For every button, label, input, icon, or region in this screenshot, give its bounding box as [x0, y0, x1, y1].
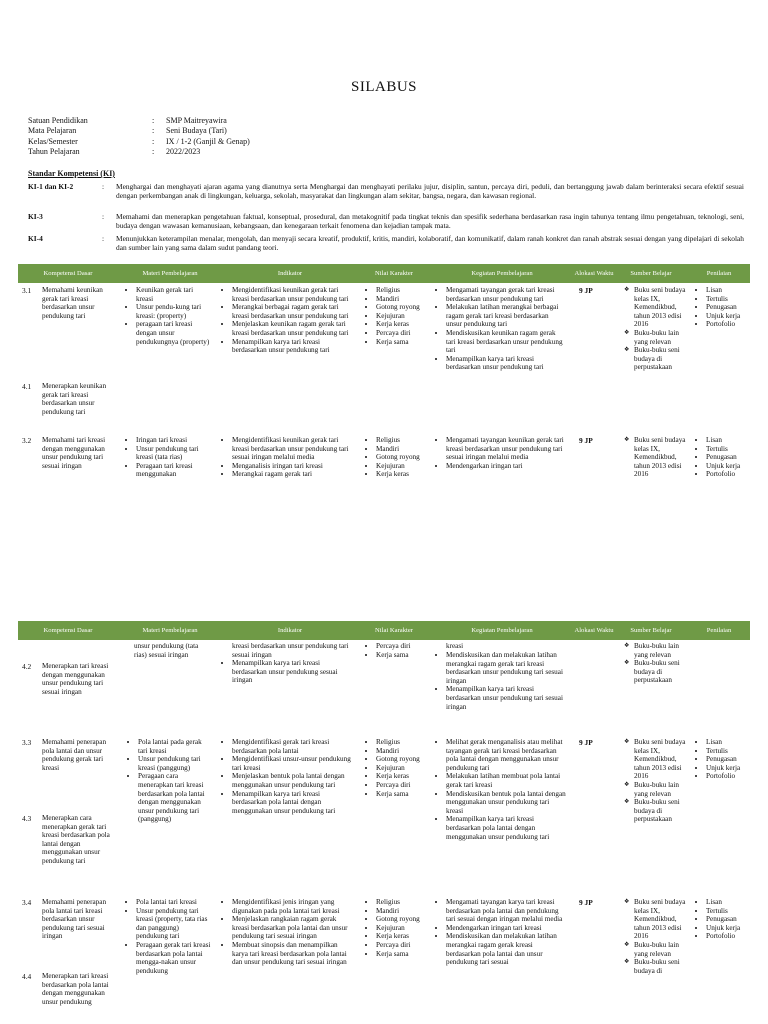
list-item: • Kerja sama: [376, 338, 428, 347]
kd-text: Memahami keunikan gerak tari kreasi berdasarkan unsur pendukung tari: [42, 286, 103, 320]
list-item: • Unsur pendukung tari kreasi (tata rias): [136, 445, 212, 462]
list-item: • Penugasan: [706, 303, 750, 312]
list-item: • Mendengarkan iringan tari: [446, 462, 566, 471]
kegiatan-list: [436, 738, 566, 841]
list-item: • Unsur pendukung tari kreasi (panggung): [138, 755, 212, 772]
list-item: ❖ Buku seni budaya kelas IX, Kemendikbud, tahun 2013 edisi 2016: [634, 286, 688, 329]
list-item: ❖ Buku-buku lain yang relevan: [634, 941, 688, 958]
header-materi: Materi Pembelajaran: [142, 269, 198, 277]
nilai-list: [366, 642, 428, 659]
list-item: ❖ Buku-buku seni budaya di: [634, 958, 688, 975]
list-item: • Religius: [376, 286, 428, 295]
list-item: • Gotong royong: [376, 453, 428, 462]
header-penilaian: Penilaian: [706, 269, 732, 277]
list-item: • Peragaan gerak tari kreasi berdasarkan pola lantai mengga-nakan unsur pendukung: [136, 941, 212, 975]
kegiatan-list: [436, 286, 566, 372]
list-item: • Menjelaskan bentuk pola lantai dengan menggunakan unsur pendukung tari: [232, 772, 352, 789]
list-item: • Religius: [376, 436, 428, 445]
list-item: • Merangkai ragam gerak tari: [232, 470, 352, 479]
list-item: • Mengidentifikasi unsur-unsur pendukung tari kreasi: [232, 755, 352, 772]
list-item: ❖ Buku-buku lain yang relevan: [634, 642, 688, 659]
list-item: • Pola lantai pada gerak tari kreasi: [138, 738, 212, 755]
list-item: • Kejujuran: [376, 924, 428, 933]
list-item: kreasi berdasarkan unsur pendukung tari sesuai iringan: [232, 642, 349, 659]
table-header: [18, 264, 750, 283]
list-item: • Tertulis: [706, 445, 750, 454]
list-item: • Penugasan: [706, 755, 750, 764]
kd-number: 4.3: [22, 814, 32, 823]
kd-number: 4.4: [22, 972, 32, 981]
list-item: • Mandiri: [376, 295, 428, 304]
list-item: • Menjelaskan rangkaian ragam gerak kreasi berdasarkan pola lantai dan unsur pendukung tari sesuai iringan: [232, 915, 352, 941]
kd-number: 3.1: [22, 286, 32, 295]
list-item: • Kerja sama: [376, 790, 428, 799]
ki-row: KI-3 : Memahami dan menerapkan pengetahuan faktual, konseptual, prosedural, dan metakognitif pada tingkat teknis dan spesifik sederhana berdasarkan rasa ingin tahunya tentang ilmu pengetahuan, teknologi, seni, budaya dengan wawasan kemanusiaan, kebangsaan, dan kenegaraan terkait fenomena dan kejadian tampak mata.: [28, 212, 744, 231]
list-item: • Menampilkan karya tari kreasi berdasarkan unsur pendukung tari sesuai iringan: [446, 685, 566, 711]
list-item: • Mendiskusikan dan melakukan latihan merangkai ragam gerak kreasi berdasarkan pola lantai dan unsur pendukung tari sesuai: [446, 932, 566, 966]
list-item: • Lisan: [706, 436, 750, 445]
nilai-list: [366, 436, 428, 479]
header-kegiatan: Kegiatan Pembelajaran: [471, 626, 533, 634]
list-item: ❖ Buku seni budaya kelas IX, Kemendikbud, tahun 2013 edisi 2016: [634, 898, 688, 941]
header-indikator: Indikator: [277, 626, 303, 634]
list-item: • Mengidentifikasi keunikan gerak tari kreasi berdasarkan unsur pendukung tari sesuai iringan melalui media: [232, 436, 352, 462]
list-item: • Keunikan gerak tari kreasi: [136, 286, 212, 303]
list-item: • Peragaan tari kreasi menggunakan: [136, 462, 212, 479]
sumber-list: [624, 642, 688, 685]
header-materi: Materi Pembelajaran: [142, 626, 198, 634]
list-item: • Unjuk kerja: [706, 312, 750, 321]
list-item: • Unjuk kerja: [706, 924, 750, 933]
list-item: • Menampilkan karya tari kreasi berdasarkan pola lantai dengan menggunakan unsur pendukung tari: [232, 790, 352, 816]
sumber-list: [624, 286, 688, 372]
kd-text: Menerapkan tari kreasi dengan menggunakan unsur pendukung tari sesuai iringan: [42, 662, 109, 696]
list-item: • Membuat sinopsis dan menampilkan karya tari kreasi berdasarkan pola lantai dan unsur pendukung tari sesuai iringan: [232, 941, 352, 967]
list-item: • Penugasan: [706, 915, 750, 924]
penilaian-list: [696, 286, 750, 329]
indikator-list: [222, 286, 352, 355]
list-item: • Kejujuran: [376, 764, 428, 773]
header-alokasi: Alokasi Waktu: [574, 626, 614, 634]
kd-number: 4.2: [22, 662, 32, 671]
list-item: • Mandiri: [376, 907, 428, 916]
list-item: ❖ Buku-buku seni budaya di perpustakaan: [634, 346, 688, 372]
header-nilai: Nilai Karakter: [375, 626, 413, 634]
list-item: • Tertulis: [706, 907, 750, 916]
page-break: [0, 510, 768, 620]
list-item: • Melakukan latihan membuat pola lantai gerak tari kreasi: [446, 772, 566, 789]
alokasi-waktu: 9 JP: [579, 286, 593, 295]
list-item: • Menampilkan karya tari kreasi berdasarkan unsur pendukung tari: [446, 355, 566, 372]
list-item: • Menampilkan karya tari kreasi berdasarkan unsur pendukung sesuai iringan: [232, 659, 352, 685]
list-item: • Portofolio: [706, 320, 750, 329]
indikator-list: [222, 436, 352, 479]
list-item: • Lisan: [706, 738, 750, 747]
list-item: • Mengidentifikasi jenis iringan yang digunakan pada pola lantai tari kreasi: [232, 898, 352, 915]
meta-row: Kelas/Semester : IX / 1-2 (Ganjil & Genap): [28, 136, 250, 146]
nilai-list: [366, 898, 428, 958]
list-item: ❖ Buku-buku seni budaya di perpustakaan: [634, 798, 688, 824]
list-item: • Lisan: [706, 286, 750, 295]
nilai-list: [366, 286, 428, 346]
list-item: • Religius: [376, 738, 428, 747]
list-item: • Kejujuran: [376, 462, 428, 471]
list-item: • Mengamati tayangan gerak tari kreasi berdasarkan unsur pendukung tari: [446, 286, 566, 303]
list-item: • Gotong royong: [376, 915, 428, 924]
list-item: • Mengamati tayangan keunikan gerak tari kreasi berdasarkan unsur pendukung tari sesuai iringan melalui media: [446, 436, 566, 462]
list-item: • Unsur pendu-kung tari kreasi: (property): [136, 303, 212, 320]
list-item: • Unsur pendukung tari kreasi (property, tata rias dan panggung) pendukung tari: [136, 907, 212, 941]
meta-row: Mata Pelajaran : Seni Budaya (Tari): [28, 126, 227, 136]
materi-continued: unsur pendukung (tata rias) sesuai iringan: [134, 642, 199, 659]
list-item: • Menampilkan karya tari kreasi berdasarkan unsur pendukung tari: [232, 338, 352, 355]
list-item: • Melakukan latihan merangkai berbagai ragam gerak tari kreasi berdasarkan unsur pendukung tari: [446, 303, 566, 329]
alokasi-waktu: 9 JP: [579, 898, 593, 907]
header-nilai: Nilai Karakter: [375, 269, 413, 277]
list-item: • Mendiskusikan dan melakukan latihan merangkai ragam gerak tari kreasi berdasarkan unsur pendukung tari sesuai iringan: [446, 651, 566, 685]
list-item: • Kerja sama: [376, 950, 428, 959]
materi-list: [126, 436, 212, 479]
kegiatan-list: [436, 898, 566, 967]
sumber-list: [624, 436, 688, 479]
list-item: • Iringan tari kreasi: [136, 436, 212, 445]
list-item: • Tertulis: [706, 747, 750, 756]
list-item: • Mengamati tayangan karya tari kreasi berdasarkan pola lantai dan pendukung tari sesuai dengan iringan melalui media: [446, 898, 566, 924]
list-item: ❖ Buku-buku lain yang relevan: [634, 781, 688, 798]
list-item: • Penugasan: [706, 453, 750, 462]
kd-number: 4.1: [22, 382, 32, 391]
list-item: • Mengidentifikasi keunikan gerak tari kreasi berdasarkan unsur pendukung tari: [232, 286, 352, 303]
kd-number: 3.4: [22, 898, 32, 907]
school-meta: [28, 116, 250, 157]
meta-row: Tahun Pelajaran : 2022/2023: [28, 146, 201, 156]
sumber-list: [624, 898, 688, 975]
list-item: • Melihat gerak menganalisis atau melihat tayangan gerak tari kreasi berdasarkan pola lantai dengan menggunakan unsur pendukung tari: [446, 738, 566, 772]
list-item: • Kerja keras: [376, 932, 428, 941]
kd-text: Memahami penerapan pola lantai tari kreasi berdasarkan unsur pendukung tari sesuai iringan: [42, 898, 107, 941]
list-item: • Mandiri: [376, 747, 428, 756]
sumber-list: [624, 738, 688, 824]
indikator-list: [222, 898, 352, 967]
ki-row: KI-4 : Menunjukkan keterampilan menalar, mengolah, dan menyaji secara kreatif, produktif, kritis, mandiri, kolaboratif, dan komunikatif, dalam ranah konkret dan ranah abstrak sesuai dengan yang dipelajari di sekolah dan sumber lain yang sama dalam sudut pandang teori.: [28, 234, 744, 253]
list-item: • Percaya diri: [376, 642, 428, 651]
nilai-list: [366, 738, 428, 798]
ki-heading: Standar Kompetensi (KI): [28, 169, 115, 178]
header-kd: Kompetensi Dasar: [43, 269, 93, 277]
kegiatan-list: [436, 651, 566, 711]
document-title: SILABUS: [350, 79, 417, 95]
header-alokasi: Alokasi Waktu: [574, 269, 614, 277]
header-sumber: Sumber Belajar: [630, 626, 672, 634]
kd-text: Menerapkan tari kreasi berdasarkan pola lantai dengan menggunakan unsur pendukung: [42, 972, 109, 1006]
list-item: • peragaan tari kreasi dengan unsur pendukungnya (property): [136, 320, 212, 346]
list-item: ❖ Buku-buku seni budaya di perpustakaan: [634, 659, 688, 685]
alokasi-waktu: 9 JP: [579, 738, 593, 747]
list-item: • Kerja keras: [376, 772, 428, 781]
materi-list: [128, 738, 212, 824]
list-item: • Peragaan cara menerapkan tari kreasi berdasarkan pola lantai dengan menggunakan unsur pendukung tari (panggung): [138, 772, 212, 824]
kd-text: Memahami tari kreasi dengan menggunakan unsur pendukung tari sesuai iringan: [42, 436, 106, 470]
list-item: ❖ Buku seni budaya kelas IX, Kemendikbud, tahun 2013 edisi 2016: [634, 436, 688, 479]
meta-row: Satuan Pendidikan : SMP Maitreyawira: [28, 116, 227, 125]
list-item: • Percaya diri: [376, 781, 428, 790]
penilaian-list: [696, 436, 750, 479]
kd-text: Memahami penerapan pola lantai dan unsur pendukung gerak tari kreasi: [42, 738, 107, 772]
kd-number: 3.2: [22, 436, 32, 445]
list-item: • Kejujuran: [376, 312, 428, 321]
list-item: • Mengidentifikasi gerak tari kreasi berdasarkan pola lantai: [232, 738, 352, 755]
header-kd: Kompetensi Dasar: [43, 626, 93, 634]
list-item: • Kerja sama: [376, 651, 428, 660]
list-item: ❖ Buku-buku lain yang relevan: [634, 329, 688, 346]
list-item: • Tertulis: [706, 295, 750, 304]
list-item: • Pola lantai tari kreasi: [136, 898, 212, 907]
list-item: • Portofolio: [706, 470, 750, 479]
kegiatan-continued: kreasi: [446, 642, 464, 650]
materi-list: [126, 898, 212, 975]
list-item: • Kerja keras: [376, 320, 428, 329]
list-item: • Merangkai berbagai ragam gerak tari kreasi berdasarkan unsur pendukung tari: [232, 303, 352, 320]
list-item: • Menjelaskan keunikan ragam gerak tari kreasi berdasarkan unsur pendukung tari: [232, 320, 352, 337]
kd-text: Menerapkan keunikan gerak tari kreasi berdasarkan unsur pendukung tari: [42, 382, 107, 416]
list-item: • Unjuk kerja: [706, 764, 750, 773]
list-item: • Gotong royong: [376, 755, 428, 764]
list-item: • Mandiri: [376, 445, 428, 454]
list-item: • Religius: [376, 898, 428, 907]
list-item: • Mendiskusikan keunikan ragam gerak tari kreasi berdasarkan unsur pendukung tari: [446, 329, 566, 355]
header-kegiatan: Kegiatan Pembelajaran: [471, 269, 533, 277]
indikator-list: [222, 642, 352, 685]
kd-text: Menerapkan cara menerapkan gerak tari kreasi berdasarkan pola lantai dengan menggunakan unsur pendukung tari: [42, 814, 110, 865]
header-penilaian: Penilaian: [706, 626, 732, 634]
list-item: • Menganalisis iringan tari kreasi: [232, 462, 352, 471]
header-indikator: Indikator: [277, 269, 303, 277]
header-sumber: Sumber Belajar: [630, 269, 672, 277]
list-item: • Gotong royong: [376, 303, 428, 312]
penilaian-list: [696, 738, 750, 781]
ki-row: KI-1 dan KI-2 : Menghargai dan menghayati ajaran agama yang dianutnya serta Menghargai dan menghayati perilaku jujur, disiplin, santun, percaya diri, peduli, dan bertanggung jawab dalam berinteraksi secara efektif sesuai dengan perkembangan anak di lingkungan, keluarga, sekolah, masyarakat dan lingkungan alam sekitar, bangsa, negara, dan kawasan regional.: [28, 182, 744, 201]
kd-number: 3.3: [22, 738, 32, 747]
list-item: ❖ Buku seni budaya kelas IX, Kemendikbud, tahun 2013 edisi 2016: [634, 738, 688, 781]
list-item: • Mendengarkan iringan tari kreasi: [446, 924, 566, 933]
kegiatan-list: [436, 436, 566, 470]
indikator-list: [222, 738, 352, 815]
table-header: [18, 621, 750, 640]
list-item: • Portofolio: [706, 772, 750, 781]
list-item: • Portofolio: [706, 932, 750, 941]
list-item: • Menampilkan karya tari kreasi berdasarkan pola lantai dengan menggunakan unsur pendukung tari: [446, 815, 566, 841]
list-item: • Mendiskusikan bentuk pola lantai dengan menggunakan unsur pendukung tari kreasi: [446, 790, 566, 816]
list-item: • Kerja keras: [376, 470, 428, 479]
list-item: • Lisan: [706, 898, 750, 907]
penilaian-list: [696, 898, 750, 941]
list-item: • Unjuk kerja: [706, 462, 750, 471]
list-item: • Percaya diri: [376, 941, 428, 950]
list-item: • Percaya diri: [376, 329, 428, 338]
alokasi-waktu: 9 JP: [579, 436, 593, 445]
materi-list: [126, 286, 212, 346]
